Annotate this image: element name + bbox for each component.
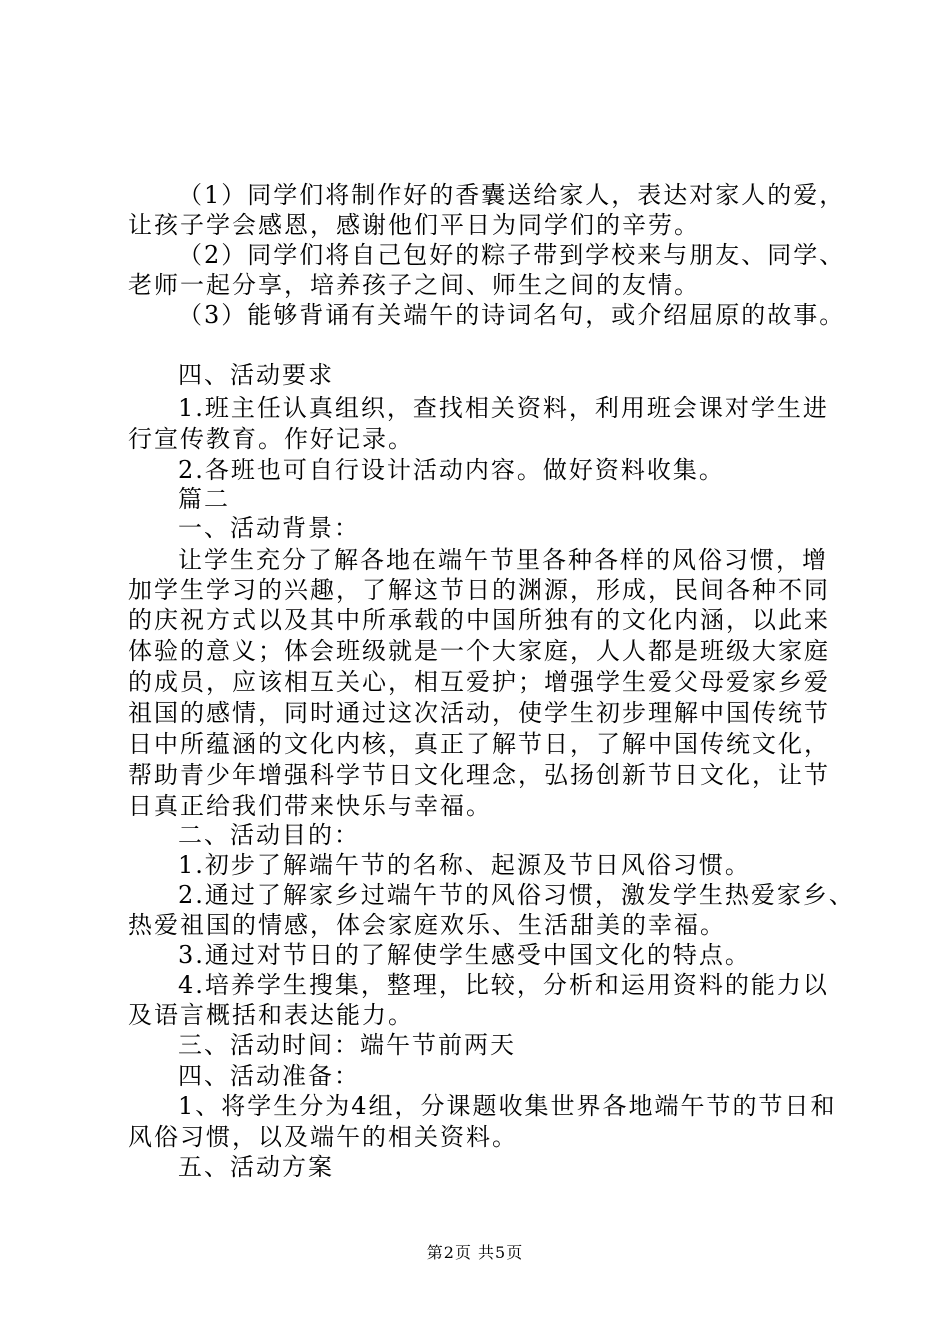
section-heading: 二、活动目的： xyxy=(178,821,360,849)
section-heading: 三、活动时间：端午节前两天 xyxy=(178,1031,516,1059)
text-line: 加学生学习的兴趣，了解这节日的渊源，形成，民间各种不同 xyxy=(128,576,830,604)
section-heading: 四、活动要求 xyxy=(178,361,334,389)
text-line: 日真正给我们带来快乐与幸福。 xyxy=(128,792,492,820)
text-line: 2.通过了解家乡过端午节的风俗习惯，激发学生热爱家乡、 xyxy=(178,881,855,909)
page-number-footer: 第2页 共5页 xyxy=(426,1243,524,1262)
text-line: 祖国的感情，同时通过这次活动，使学生初步理解中国传统节 xyxy=(128,699,830,727)
text-line: 老师一起分享，培养孩子之间、师生之间的友情。 xyxy=(128,271,700,299)
text-line: （3）能够背诵有关端午的诗词名句，或介绍屈原的故事。 xyxy=(178,301,846,329)
text-line: 3.通过对节日的了解使学生感受中国文化的特点。 xyxy=(178,941,751,969)
text-line: 让孩子学会感恩，感谢他们平日为同学们的辛劳。 xyxy=(128,211,700,239)
text-line: 日中所蕴涵的文化内核，真正了解节日，了解中国传统文化， xyxy=(128,730,830,758)
text-line: 1.班主任认真组织，查找相关资料，利用班会课对学生进 xyxy=(178,394,829,422)
section-heading: 四、活动准备： xyxy=(178,1062,360,1090)
text-line: 让学生充分了解各地在端午节里各种各样的风俗习惯，增 xyxy=(178,546,828,574)
section-heading: 五、活动方案 xyxy=(178,1153,334,1181)
text-line: 1、将学生分为4组，分课题收集世界各地端午节的节日和 xyxy=(178,1092,837,1120)
text-line: 及语言概括和表达能力。 xyxy=(128,1001,414,1029)
text-line: 1.初步了解端午节的名称、起源及节日风俗习惯。 xyxy=(178,851,751,879)
text-line: （1）同学们将制作好的香囊送给家人，表达对家人的爱， xyxy=(178,181,846,209)
text-line: 4.培养学生搜集，整理，比较，分析和运用资料的能力以 xyxy=(178,971,829,999)
text-line: 帮助青少年增强科学节日文化理念，弘扬创新节日文化，让节 xyxy=(128,761,830,789)
text-line: 的庆祝方式以及其中所承载的中国所独有的文化内涵，以此来 xyxy=(128,606,830,634)
text-line: 2.各班也可自行设计活动内容。做好资料收集。 xyxy=(178,456,725,484)
text-line: 体验的意义；体会班级就是一个大家庭，人人都是班级大家庭 xyxy=(128,637,830,665)
text-line: 热爱祖国的情感，体会家庭欢乐、生活甜美的幸福。 xyxy=(128,911,726,939)
text-line: 行宣传教育。作好记录。 xyxy=(128,425,414,453)
section-heading: 篇二 xyxy=(178,485,230,513)
text-line: 的成员，应该相互关心，相互爱护；增强学生爱父母爱家乡爱 xyxy=(128,668,830,696)
text-line: 风俗习惯，以及端午的相关资料。 xyxy=(128,1123,518,1151)
section-heading: 一、活动背景： xyxy=(178,514,360,542)
text-line: （2）同学们将自己包好的粽子带到学校来与朋友、同学、 xyxy=(178,241,846,269)
